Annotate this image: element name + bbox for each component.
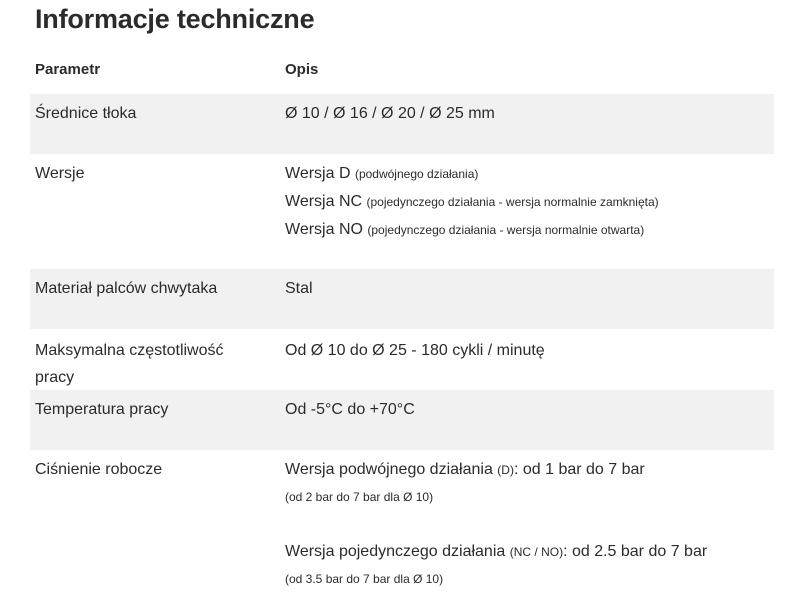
page-title: Informacje techniczne: [35, 4, 315, 34]
pressure-note: (od 2 bar do 7 bar dla Ø 10): [285, 490, 434, 504]
param-value: Od Ø 10 do Ø 25 - 180 cykli / minutę: [285, 342, 545, 359]
version-note: (podwójnego działania): [354, 167, 479, 181]
table-row-working-pressure: [30, 450, 774, 600]
param-label: Materiał palców chwytaka: [35, 280, 218, 297]
param-label: Maksymalna częstotliwość pracy: [35, 342, 224, 386]
table-row-finger-material: [30, 269, 774, 329]
table-row-max-frequency: [30, 329, 774, 390]
version-item: [285, 160, 765, 188]
version-item: [285, 188, 765, 216]
column-header-param: Parametr: [35, 61, 101, 78]
pressure-version-name: Wersja podwójnego działania: [285, 461, 493, 478]
param-value: Od -5°C do +70°C: [285, 401, 415, 418]
pressure-line: [285, 456, 765, 484]
pressure-range: : od 2.5 bar do 7 bar: [563, 543, 708, 560]
version-name: Wersja NO: [285, 221, 363, 238]
param-label: Wersje: [35, 165, 85, 182]
param-label: Średnice tłoka: [35, 105, 137, 122]
pressure-version-code: (NC / NO): [509, 545, 564, 559]
version-note: (pojedynczego działania - wersja normalnie zamknięta): [366, 195, 659, 209]
table-row-versions: [30, 154, 774, 269]
pressure-version-name: Wersja pojedynczego działania: [285, 543, 506, 560]
versions-list: [285, 160, 765, 244]
pressure-line: [285, 538, 765, 566]
param-value: Ø 10 / Ø 16 / Ø 20 / Ø 25 mm: [285, 105, 495, 122]
version-note: (pojedynczego działania - wersja normalnie otwarta): [367, 223, 645, 237]
param-value: Stal: [285, 280, 313, 297]
pressure-note: (od 3.5 bar do 7 bar dla Ø 10): [285, 572, 444, 586]
table-row-temperature: [30, 390, 774, 450]
spacer: [285, 511, 765, 538]
table-header-row: [30, 50, 774, 94]
param-label: Ciśnienie robocze: [35, 461, 163, 478]
param-label: Temperatura pracy: [35, 401, 169, 418]
version-name: Wersja D: [285, 165, 351, 182]
pressure-details: [285, 456, 765, 593]
column-header-desc: Opis: [285, 61, 319, 78]
pressure-range: : od 1 bar do 7 bar: [513, 461, 645, 478]
technical-info-table: [30, 50, 774, 600]
table-row-piston-diameters: [30, 94, 774, 154]
version-item: [285, 216, 765, 244]
pressure-version-code: (D): [497, 463, 514, 477]
version-name: Wersja NC: [285, 193, 363, 210]
